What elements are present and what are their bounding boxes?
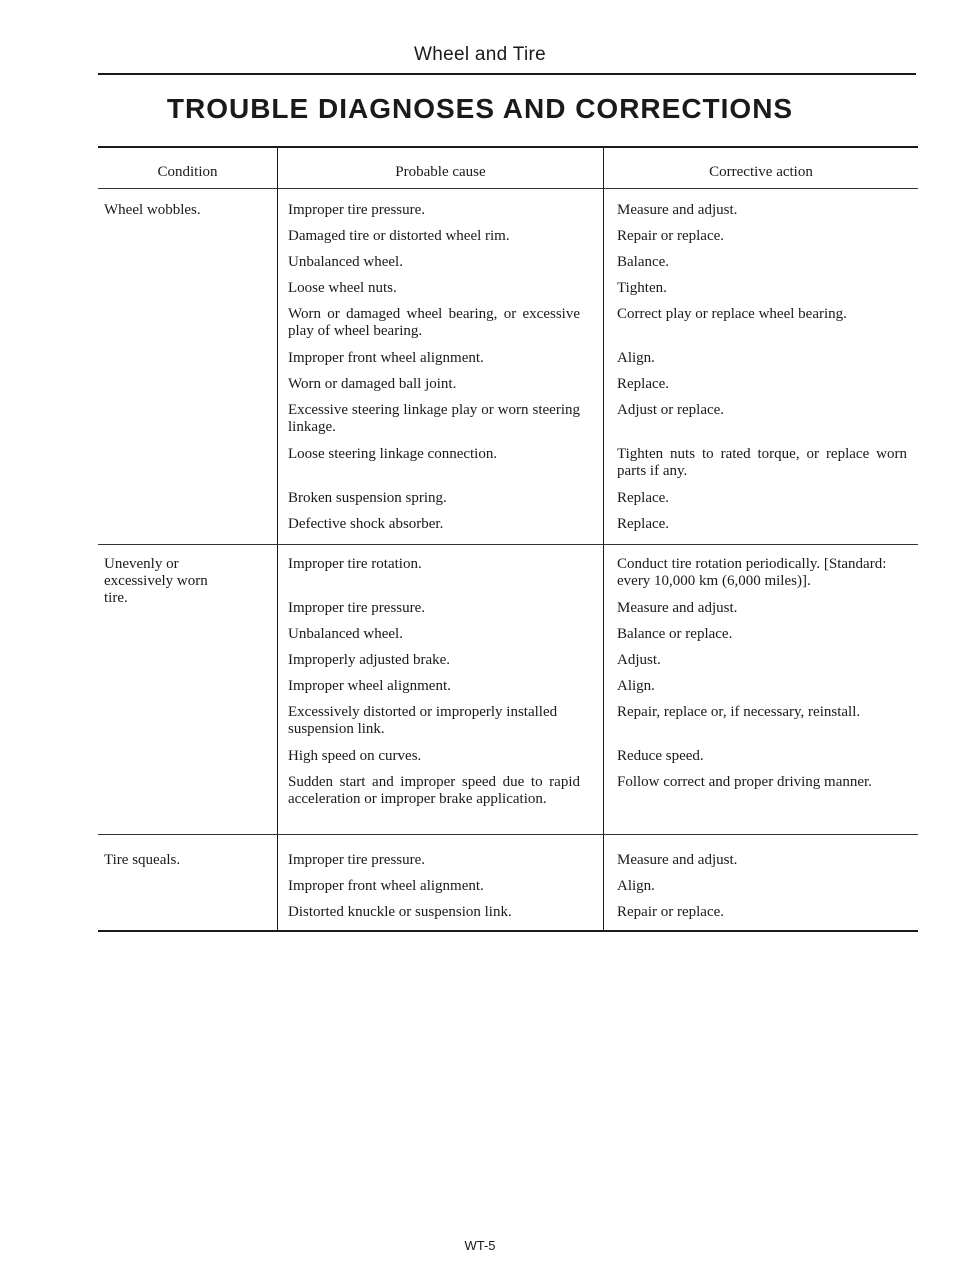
cause-cell: Sudden start and improper speed due to rapid acceleration or improper brake application.	[288, 774, 580, 807]
cause-cell: High speed on curves.	[288, 748, 422, 764]
action-cell: Measure and adjust.	[617, 852, 738, 868]
action-cell: Follow correct and proper driving manner.	[617, 774, 872, 790]
cause-cell: Unbalanced wheel.	[288, 254, 403, 270]
page-title: TROUBLE DIAGNOSES AND CORRECTIONS	[166, 93, 794, 124]
action-cell: Adjust or replace.	[617, 402, 725, 418]
group-separator	[98, 544, 918, 545]
column-divider-2	[603, 147, 604, 930]
cause-cell: Excessively distorted or improperly installed suspension link.	[288, 704, 558, 737]
table-bottom-rule	[98, 930, 918, 932]
group-separator	[98, 834, 918, 835]
action-cell: Tighten nuts to rated torque, or replace worn parts if any.	[617, 446, 907, 479]
action-cell: Correct play or replace wheel bearing.	[617, 306, 847, 322]
action-cell: Repair or replace.	[617, 228, 725, 244]
header-rule	[98, 73, 916, 75]
cause-cell: Improper tire pressure.	[288, 600, 426, 616]
cause-cell: Improper tire pressure.	[288, 202, 426, 218]
action-cell: Reduce speed.	[617, 748, 704, 764]
cause-cell: Excessive steering linkage play or worn steering linkage.	[288, 402, 580, 435]
cause-cell: Unbalanced wheel.	[288, 626, 403, 642]
action-cell: Align.	[617, 350, 655, 366]
page-number: WT-5	[464, 1238, 496, 1253]
action-cell: Conduct tire rotation periodically. [Standard: every 10,000 km (6,000 miles)].	[617, 556, 887, 589]
cause-cell: Improper tire rotation.	[288, 556, 422, 572]
header-separator	[98, 188, 918, 189]
column-divider-1	[277, 147, 278, 930]
action-cell: Tighten.	[617, 280, 667, 296]
cause-cell: Improper tire pressure.	[288, 852, 426, 868]
condition-unevenly-worn-tire: Unevenly or excessively worn tire.	[104, 556, 208, 606]
action-cell: Replace.	[617, 516, 670, 532]
cause-cell: Damaged tire or distorted wheel rim.	[288, 228, 510, 244]
action-cell: Measure and adjust.	[617, 600, 738, 616]
action-cell: Replace.	[617, 490, 670, 506]
cause-cell: Worn or damaged ball joint.	[288, 376, 457, 392]
action-cell: Repair, replace or, if necessary, reinstall.	[617, 704, 861, 720]
condition-tire-squeals: Tire squeals.	[104, 852, 181, 868]
column-header-condition: Condition	[157, 164, 218, 180]
cause-cell: Loose steering linkage connection.	[288, 446, 498, 462]
cause-cell: Defective shock absorber.	[288, 516, 444, 532]
cause-cell: Broken suspension spring.	[288, 490, 447, 506]
condition-wheel-wobbles: Wheel wobbles.	[104, 202, 201, 218]
cause-cell: Worn or damaged wheel bearing, or excessive play of wheel bearing.	[288, 306, 580, 339]
action-cell: Measure and adjust.	[617, 202, 738, 218]
action-cell: Replace.	[617, 376, 670, 392]
cause-cell: Improper front wheel alignment.	[288, 350, 484, 366]
action-cell: Align.	[617, 878, 655, 894]
cause-cell: Loose wheel nuts.	[288, 280, 397, 296]
cause-cell: Improper wheel alignment.	[288, 678, 451, 694]
page-header-section: Wheel and Tire	[414, 44, 546, 65]
action-cell: Balance.	[617, 254, 670, 270]
action-cell: Adjust.	[617, 652, 661, 668]
action-cell: Balance or replace.	[617, 626, 733, 642]
cause-cell: Improperly adjusted brake.	[288, 652, 451, 668]
cause-cell: Distorted knuckle or suspension link.	[288, 904, 512, 920]
column-header-corrective-action: Corrective action	[709, 164, 813, 180]
cause-cell: Improper front wheel alignment.	[288, 878, 484, 894]
action-cell: Repair or replace.	[617, 904, 725, 920]
table-top-rule	[98, 146, 918, 148]
column-header-probable-cause: Probable cause	[395, 164, 486, 180]
action-cell: Align.	[617, 678, 655, 694]
